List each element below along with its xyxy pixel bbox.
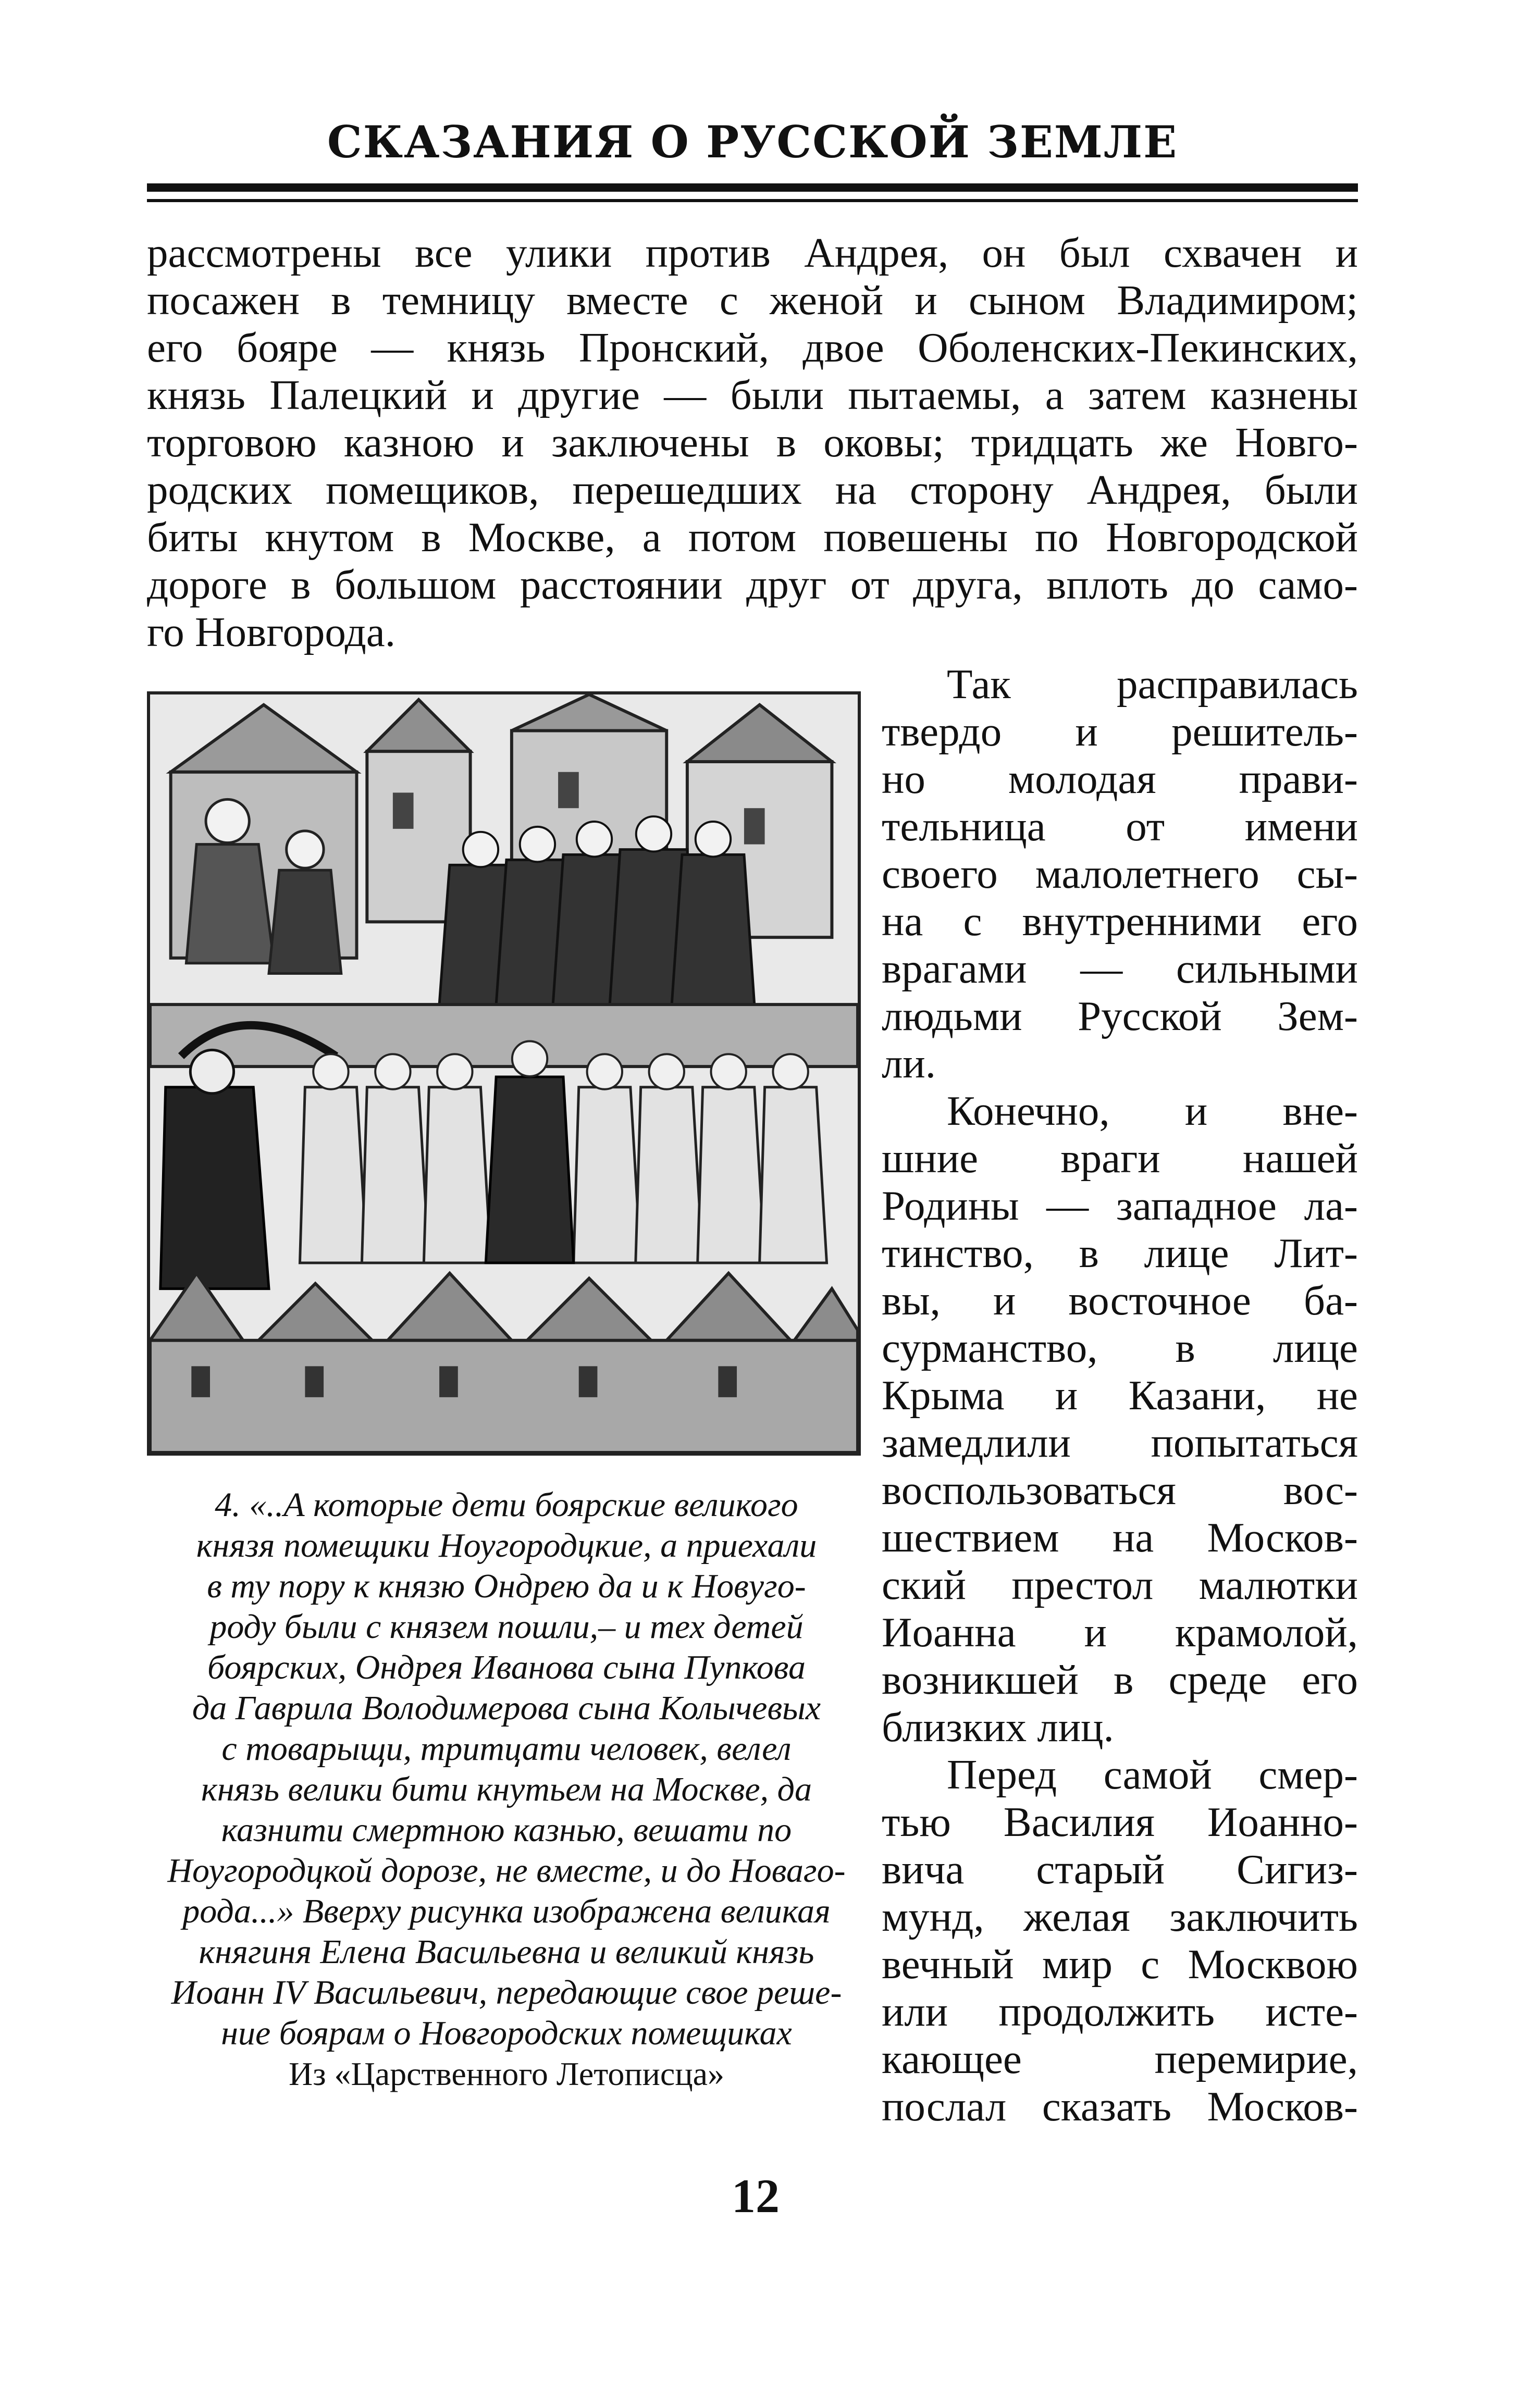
text-line: биты кнутом в Москве, а потом повешены по Новгородской [147,514,1358,561]
caption-line: 4. «..А которые дети боярские великого [215,1486,798,1524]
caption-line: Ноугородцкой дорозе, не вместе, и до Новаго- [167,1852,846,1890]
text-line: его бояре — князь Пронский, двое Оболенских-Пекинских, [147,324,1358,371]
caption-line: княгиня Елена Васильевна и великий князь [199,1933,814,1971]
text-line: сурманство, в лице [882,1324,1358,1371]
text-line: возникшей в среде его [882,1656,1358,1703]
caption-line: в ту пору к князю Ондрею да и к Новуго- [207,1567,806,1605]
text-line: замедлили попытаться [882,1419,1358,1466]
caption-line: боярских, Ондрея Иванова сына Пупкова [207,1648,806,1686]
caption-line: ние боярам о Новгородских помещиках [221,2014,792,2052]
header-rule-thin [147,199,1358,202]
text-line: или продолжить исте- [882,1988,1358,2035]
text-line: вича старый Сигиз- [882,1846,1358,1893]
text-line: посажен в темницу вместе с женой и сыном Владимиром; [147,277,1358,324]
caption-line: с товарыщи, тритцати человек, велел [221,1730,792,1768]
text-line: людьми Русской Зем- [882,992,1358,1039]
text-line: врагами — сильными [882,945,1358,992]
caption-line: казнити смертною казнью, вешати по [221,1811,792,1849]
text-line: Перед самой смер- [947,1751,1358,1798]
text-line: го Новгорода. [147,609,396,655]
running-header: СКАЗАНИЯ О РУССКОЙ ЗЕМЛЕ [327,116,1178,168]
text-line: но молодая прави- [882,755,1358,802]
text-line: на с внутренними его [882,898,1358,945]
text-line: послал сказать Москов- [882,2083,1358,2130]
text-line: близких лиц. [882,1704,1114,1751]
text-line: родских помещиков, перешедших на сторону Андрея, были [147,466,1358,513]
text-line: тельница от имени [882,803,1358,850]
text-line: Иоанна и крамолой, [882,1609,1358,1656]
figure-caption [147,1485,866,2094]
text-line: рассмотрены все улики против Андрея, он был схвачен и [147,229,1358,276]
text-line: шние враги нашей [882,1135,1358,1182]
caption-line: князя помещики Ноугородцкие, а приехали [196,1526,817,1565]
caption-line: Иоанн IV Васильевич, передающие свое реше- [171,1973,842,2012]
text-line: тинство, в лице Лит- [882,1230,1358,1276]
text-line: твердо и решитель- [882,708,1358,755]
text-line: шествием на Москов- [882,1514,1358,1561]
illustration-drawing [150,694,858,1453]
chronicle-illustration [147,691,861,1456]
text-line: кающее перемирие, [882,2035,1358,2082]
header-rule-thick [147,183,1358,192]
caption-line: роду были с князем пошли,– и тех детей [209,1608,804,1646]
text-line: Родины — западное ла- [882,1182,1358,1229]
text-line: Так расправилась [947,661,1358,707]
caption-line: да Гаврила Володимерова сына Колычевых [192,1689,821,1727]
text-line: дороге в большом расстоянии друг от друга, вплоть до само- [147,561,1358,608]
text-line: вечный мир с Москвою [882,1941,1358,1988]
text-line: мунд, желая заключить [882,1893,1358,1940]
text-line: вы, и восточное ба- [882,1277,1358,1324]
caption-source: Из «Царственного Летописца» [289,2055,724,2092]
text-line: воспользоваться вос- [882,1467,1358,1513]
text-line: Конечно, и вне- [947,1087,1358,1134]
page-number: 12 [732,2169,780,2223]
text-line: торговою казнoю и заключены в оковы; тридцать же Новго- [147,419,1358,466]
text-line: ский престол малютки [882,1561,1358,1608]
text-line: Крыма и Казани, не [882,1372,1358,1419]
text-line: ли. [882,1040,936,1087]
caption-line: рода...» Вверху рисунка изображена великая [182,1892,831,1930]
text-line: своего малолетнего сы- [882,850,1358,897]
text-line: князь Палецкий и другие — были пытаемы, а затем казнены [147,371,1358,418]
text-line: тью Василия Иоанно- [882,1798,1358,1845]
caption-line: князь велики бити кнутьем на Москве, да [201,1770,812,1808]
